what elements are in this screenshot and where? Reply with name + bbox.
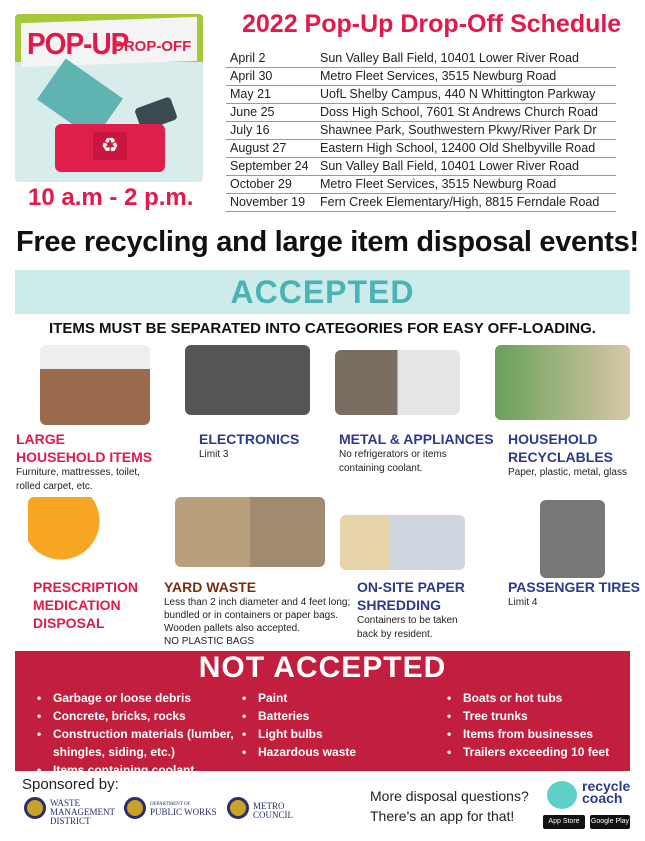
item-desc: containing coolant. — [339, 463, 423, 474]
accepted-household-recyclables — [508, 430, 627, 480]
schedule-location: Shawnee Park, Southwestern Pkwy/River Park Dr — [316, 121, 616, 139]
item-desc: Less than 2 inch diameter and 4 feet long; — [164, 597, 351, 608]
schedule-location: Doss High School, 7601 St Andrews Church Road — [316, 103, 616, 121]
schedule-date: April 2 — [226, 49, 316, 67]
item-title: RECYCLABLES — [508, 449, 614, 465]
accepted-heading: ACCEPTED — [15, 270, 630, 314]
not-accepted-item: • Hazardous waste — [238, 743, 356, 761]
item-title: ON-SITE PAPER — [357, 579, 465, 595]
accepted-passenger-tires — [508, 578, 640, 610]
item-desc: Limit 3 — [199, 449, 229, 460]
app-promo-text: More disposal questions? There's an app for that! — [370, 788, 529, 824]
item-desc: back by resident. — [357, 629, 433, 640]
item-desc: rolled carpet, etc. — [16, 481, 93, 492]
item-desc: Paper, plastic, metal, glass — [508, 467, 627, 478]
item-title: PASSENGER TIRES — [508, 579, 640, 595]
schedule-table — [226, 49, 616, 212]
electronics-image — [185, 345, 310, 415]
schedule-date: September 24 — [226, 157, 316, 175]
schedule-date: August 27 — [226, 139, 316, 157]
item-desc: Limit 4 — [508, 597, 538, 608]
item-title: MEDICATION — [33, 597, 121, 613]
schedule-location: Metro Fleet Services, 3515 Newburg Road — [316, 67, 616, 85]
schedule-row — [226, 121, 616, 139]
schedule-date: April 30 — [226, 67, 316, 85]
logo-text: POP-UP — [27, 26, 129, 61]
event-hours: 10 a.m - 2 p.m. — [28, 184, 194, 211]
not-accepted-list — [443, 689, 609, 761]
schedule-row — [226, 193, 616, 211]
recycle-icon: ♻ — [93, 132, 127, 160]
schedule-row — [226, 85, 616, 103]
item-desc: No refrigerators or items — [339, 449, 447, 460]
metro-seal-icon — [24, 797, 46, 819]
app-store-button[interactable]: App Store — [543, 815, 585, 829]
not-accepted-item: shingles, siding, etc.) — [53, 745, 176, 759]
item-desc: Furniture, mattresses, toilet, — [16, 467, 140, 478]
schedule-location: Metro Fleet Services, 3515 Newburg Road — [316, 175, 616, 193]
not-accepted-item: • Concrete, bricks, rocks — [33, 707, 234, 725]
not-accepted-item: • Items from businesses — [443, 725, 609, 743]
pop-up-drop-off-logo — [15, 14, 203, 182]
not-accepted-item: • Garbage or loose debris — [33, 689, 234, 707]
item-desc: bundled or in containers or paper bags. — [164, 610, 339, 621]
schedule-date: November 19 — [226, 193, 316, 211]
item-title: LARGE — [16, 431, 65, 447]
schedule-date: July 16 — [226, 121, 316, 139]
large-household-items-image — [40, 345, 150, 425]
accepted-paper-shredding — [357, 578, 465, 642]
schedule-row — [226, 157, 616, 175]
page-title: 2022 Pop-Up Drop-Off Schedule — [242, 10, 622, 38]
not-accepted-item: • Trailers exceeding 10 feet — [443, 743, 609, 761]
recycle-coach-logo-icon — [547, 781, 577, 809]
item-title: DISPOSAL — [33, 615, 105, 631]
not-accepted-item: • Tree trunks — [443, 707, 609, 725]
metal-appliances-image — [335, 350, 460, 415]
schedule-location: Fern Creek Elementary/High, 8815 Ferndale Road — [316, 193, 616, 211]
sponsored-by-label: Sponsored by: — [22, 776, 119, 793]
schedule-row — [226, 139, 616, 157]
schedule-location: Eastern High School, 12400 Old Shelbyville Road — [316, 139, 616, 157]
accepted-electronics — [199, 430, 299, 462]
tagline: Free recycling and large item disposal events! — [16, 226, 639, 258]
sponsor-waste-management: WASTE MANAGEMENT DISTRICT — [50, 798, 115, 826]
not-accepted-item: • Batteries — [238, 707, 356, 725]
tires-image — [540, 500, 605, 578]
not-accepted-item: • Paint — [238, 689, 356, 707]
metro-seal-icon — [227, 797, 249, 819]
not-accepted-list — [238, 689, 356, 761]
truck-illustration — [55, 124, 165, 172]
prescription-bottle-image — [28, 497, 138, 577]
household-recyclables-image — [495, 345, 630, 420]
yard-waste-image — [175, 497, 325, 567]
schedule-date: June 25 — [226, 103, 316, 121]
not-accepted-list — [33, 689, 234, 779]
item-title: ELECTRONICS — [199, 431, 300, 447]
schedule-row — [226, 175, 616, 193]
sponsor-metro-council: METRO COUNCIL — [253, 801, 293, 820]
item-title: METAL & APPLIANCES — [339, 431, 494, 447]
accepted-large-household-items — [16, 430, 152, 494]
schedule-row — [226, 67, 616, 85]
not-accepted-item: • Items containing coolant — [33, 761, 234, 779]
item-title: SHREDDING — [357, 597, 442, 613]
schedule-location: Sun Valley Ball Field, 10401 Lower River Road — [316, 157, 616, 175]
metro-seal-icon — [124, 797, 146, 819]
item-desc: Wooden pallets also accepted. — [164, 623, 301, 634]
schedule-row — [226, 103, 616, 121]
item-title: HOUSEHOLD ITEMS — [16, 449, 153, 465]
accepted-yard-waste — [164, 578, 350, 648]
not-accepted-item: • Light bulbs — [238, 725, 356, 743]
accepted-metal-appliances — [339, 430, 494, 476]
not-accepted-item: • Construction materials (lumber, — [33, 725, 234, 743]
not-accepted-item: • Boats or hot tubs — [443, 689, 609, 707]
item-desc: NO PLASTIC BAGS — [164, 636, 255, 647]
schedule-location: Sun Valley Ball Field, 10401 Lower River Road — [316, 49, 616, 67]
logo-text: DROP-OFF — [113, 38, 192, 55]
item-title: HOUSEHOLD — [508, 431, 598, 447]
accepted-prescription-disposal — [33, 578, 138, 632]
google-play-button[interactable]: Google Play — [590, 815, 630, 829]
schedule-row — [226, 49, 616, 67]
recycle-coach-name: recycle coach — [582, 778, 631, 806]
item-title: PRESCRIPTION — [33, 579, 139, 595]
paper-shredding-image — [340, 515, 465, 570]
schedule-date: October 29 — [226, 175, 316, 193]
schedule-date: May 21 — [226, 85, 316, 103]
schedule-location: UofL Shelby Campus, 440 N Whittington Parkway — [316, 85, 616, 103]
not-accepted-heading: NOT ACCEPTED — [198, 651, 447, 684]
sponsor-public-works: DEPARTMENT OF PUBLIC WORKS — [150, 802, 217, 817]
not-accepted-section — [15, 651, 630, 777]
separation-instruction: ITEMS MUST BE SEPARATED INTO CATEGORIES FOR EASY OFF-LOADING. — [49, 320, 596, 337]
item-title: YARD WASTE — [164, 579, 257, 595]
item-desc: Containers to be taken — [357, 615, 458, 626]
